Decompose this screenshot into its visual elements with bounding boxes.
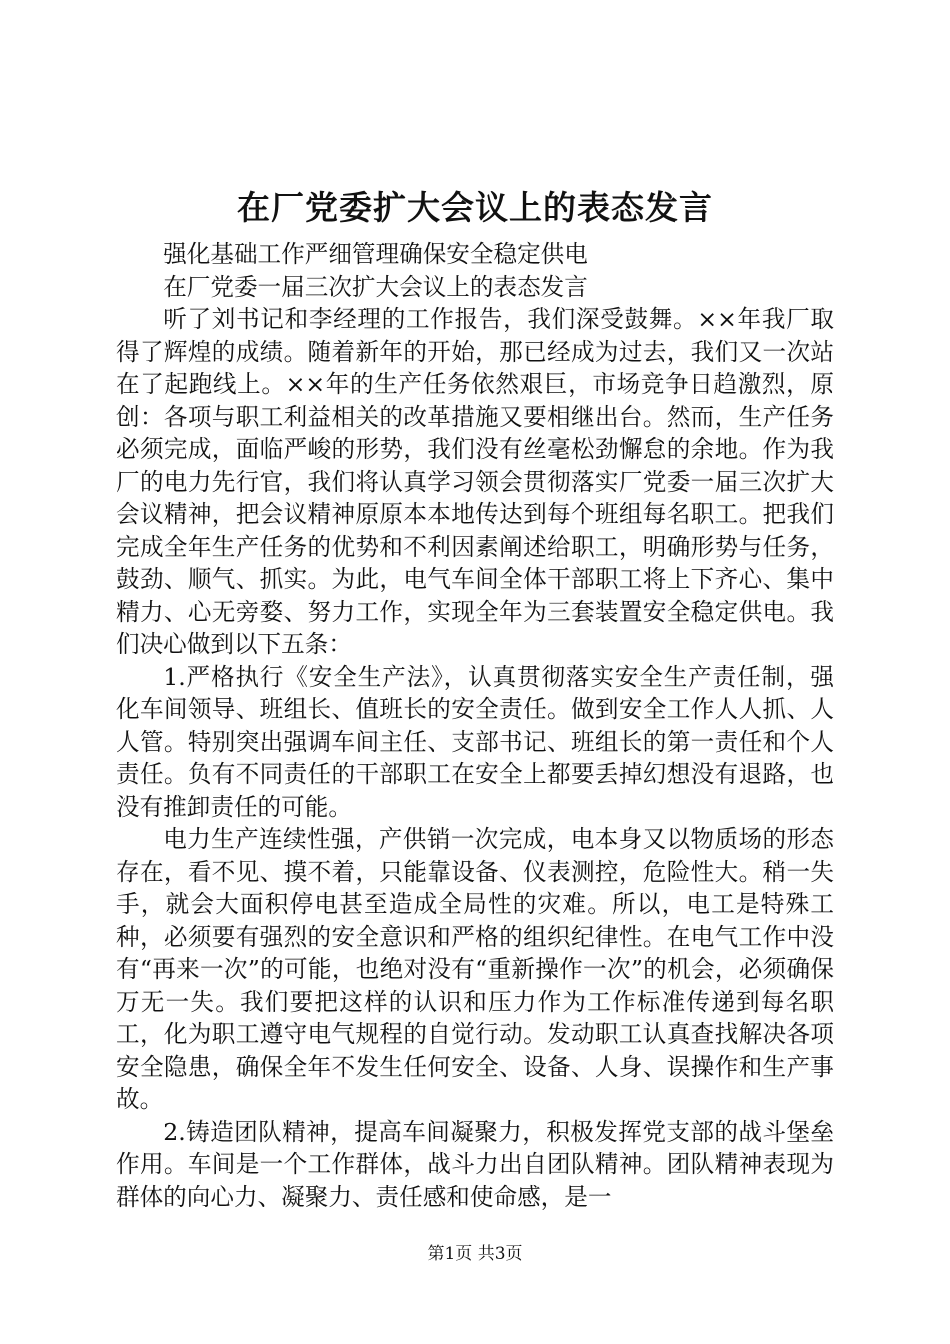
body-paragraph: 电力生产连续性强，产供销一次完成，电本身又以物质场的形态存在，看不见、摸不着，只能靠设备、仪表测控，危险性大。稍一失手，就会大面积停电甚至造成全局性的灾难。所以，电工是特殊工种，必须要有强烈的安全意识和严格的组织纪律性。在电气工作中没有“再来一次”的可能，也绝对没有“重新操作一次”的机会，必须确保万无一失。我们要把这样的认识和压力作为工作标准传递到每名职工，化为职工遵守电气规程的自觉行动。发动职工认真查找解决各项安全隐患，确保全年不发生任何安全、设备、人身、误操作和生产事故。 bbox=[116, 825, 834, 1113]
document-body bbox=[116, 238, 834, 1213]
page-number-footer: 第1页 共3页 bbox=[427, 1244, 523, 1264]
subtitle-line: 在厂党委一届三次扩大会议上的表态发言 bbox=[163, 272, 588, 301]
body-paragraph: 听了刘书记和李经理的工作报告，我们深受鼓舞。××年我厂取得了辉煌的成绩。随着新年的开始，那已经成为过去，我们又一次站在了起跑线上。××年的生产任务依然艰巨，市场竞争日趋激烈，原创：各项与职工利益相关的改革措施又要相继出台。然而，生产任务必须完成，面临严峻的形势，我们没有丝毫松劲懈怠的余地。作为我厂的电力先行官，我们将认真学习领会贯彻落实厂党委一届三次扩大会议精神，把会议精神原原本本地传达到每个班组每名职工。把我们完成全年生产任务的优势和不利因素阐述给职工，明确形势与任务，鼓劲、顺气、抓实。为此，电气车间全体干部职工将上下齐心、集中精力、心无旁婺、努力工作，实现全年为三套装置安全稳定供电。我们决心做到以下五条： bbox=[116, 305, 834, 658]
body-paragraph: 2.铸造团队精神，提高车间凝聚力，积极发挥党支部的战斗堡垒作用。车间是一个工作群体，战斗力出自团队精神。团队精神表现为群体的向心力、凝聚力、责任感和使命感，是一 bbox=[116, 1117, 834, 1211]
body-paragraph: 1.严格执行《安全生产法》，认真贯彻落实安全生产责任制，强化车间领导、班组长、值班长的安全责任。做到安全工作人人抓、人人管。特别突出强调车间主任、支部书记、班组长的第一责任和个人责任。负有不同责任的干部职工在安全上都要丢掉幻想没有退路，也没有推卸责任的可能。 bbox=[116, 662, 834, 821]
document-title: 在厂党委扩大会议上的表态发言 bbox=[237, 188, 713, 227]
subtitle-line: 强化基础工作严细管理确保安全稳定供电 bbox=[163, 240, 588, 268]
